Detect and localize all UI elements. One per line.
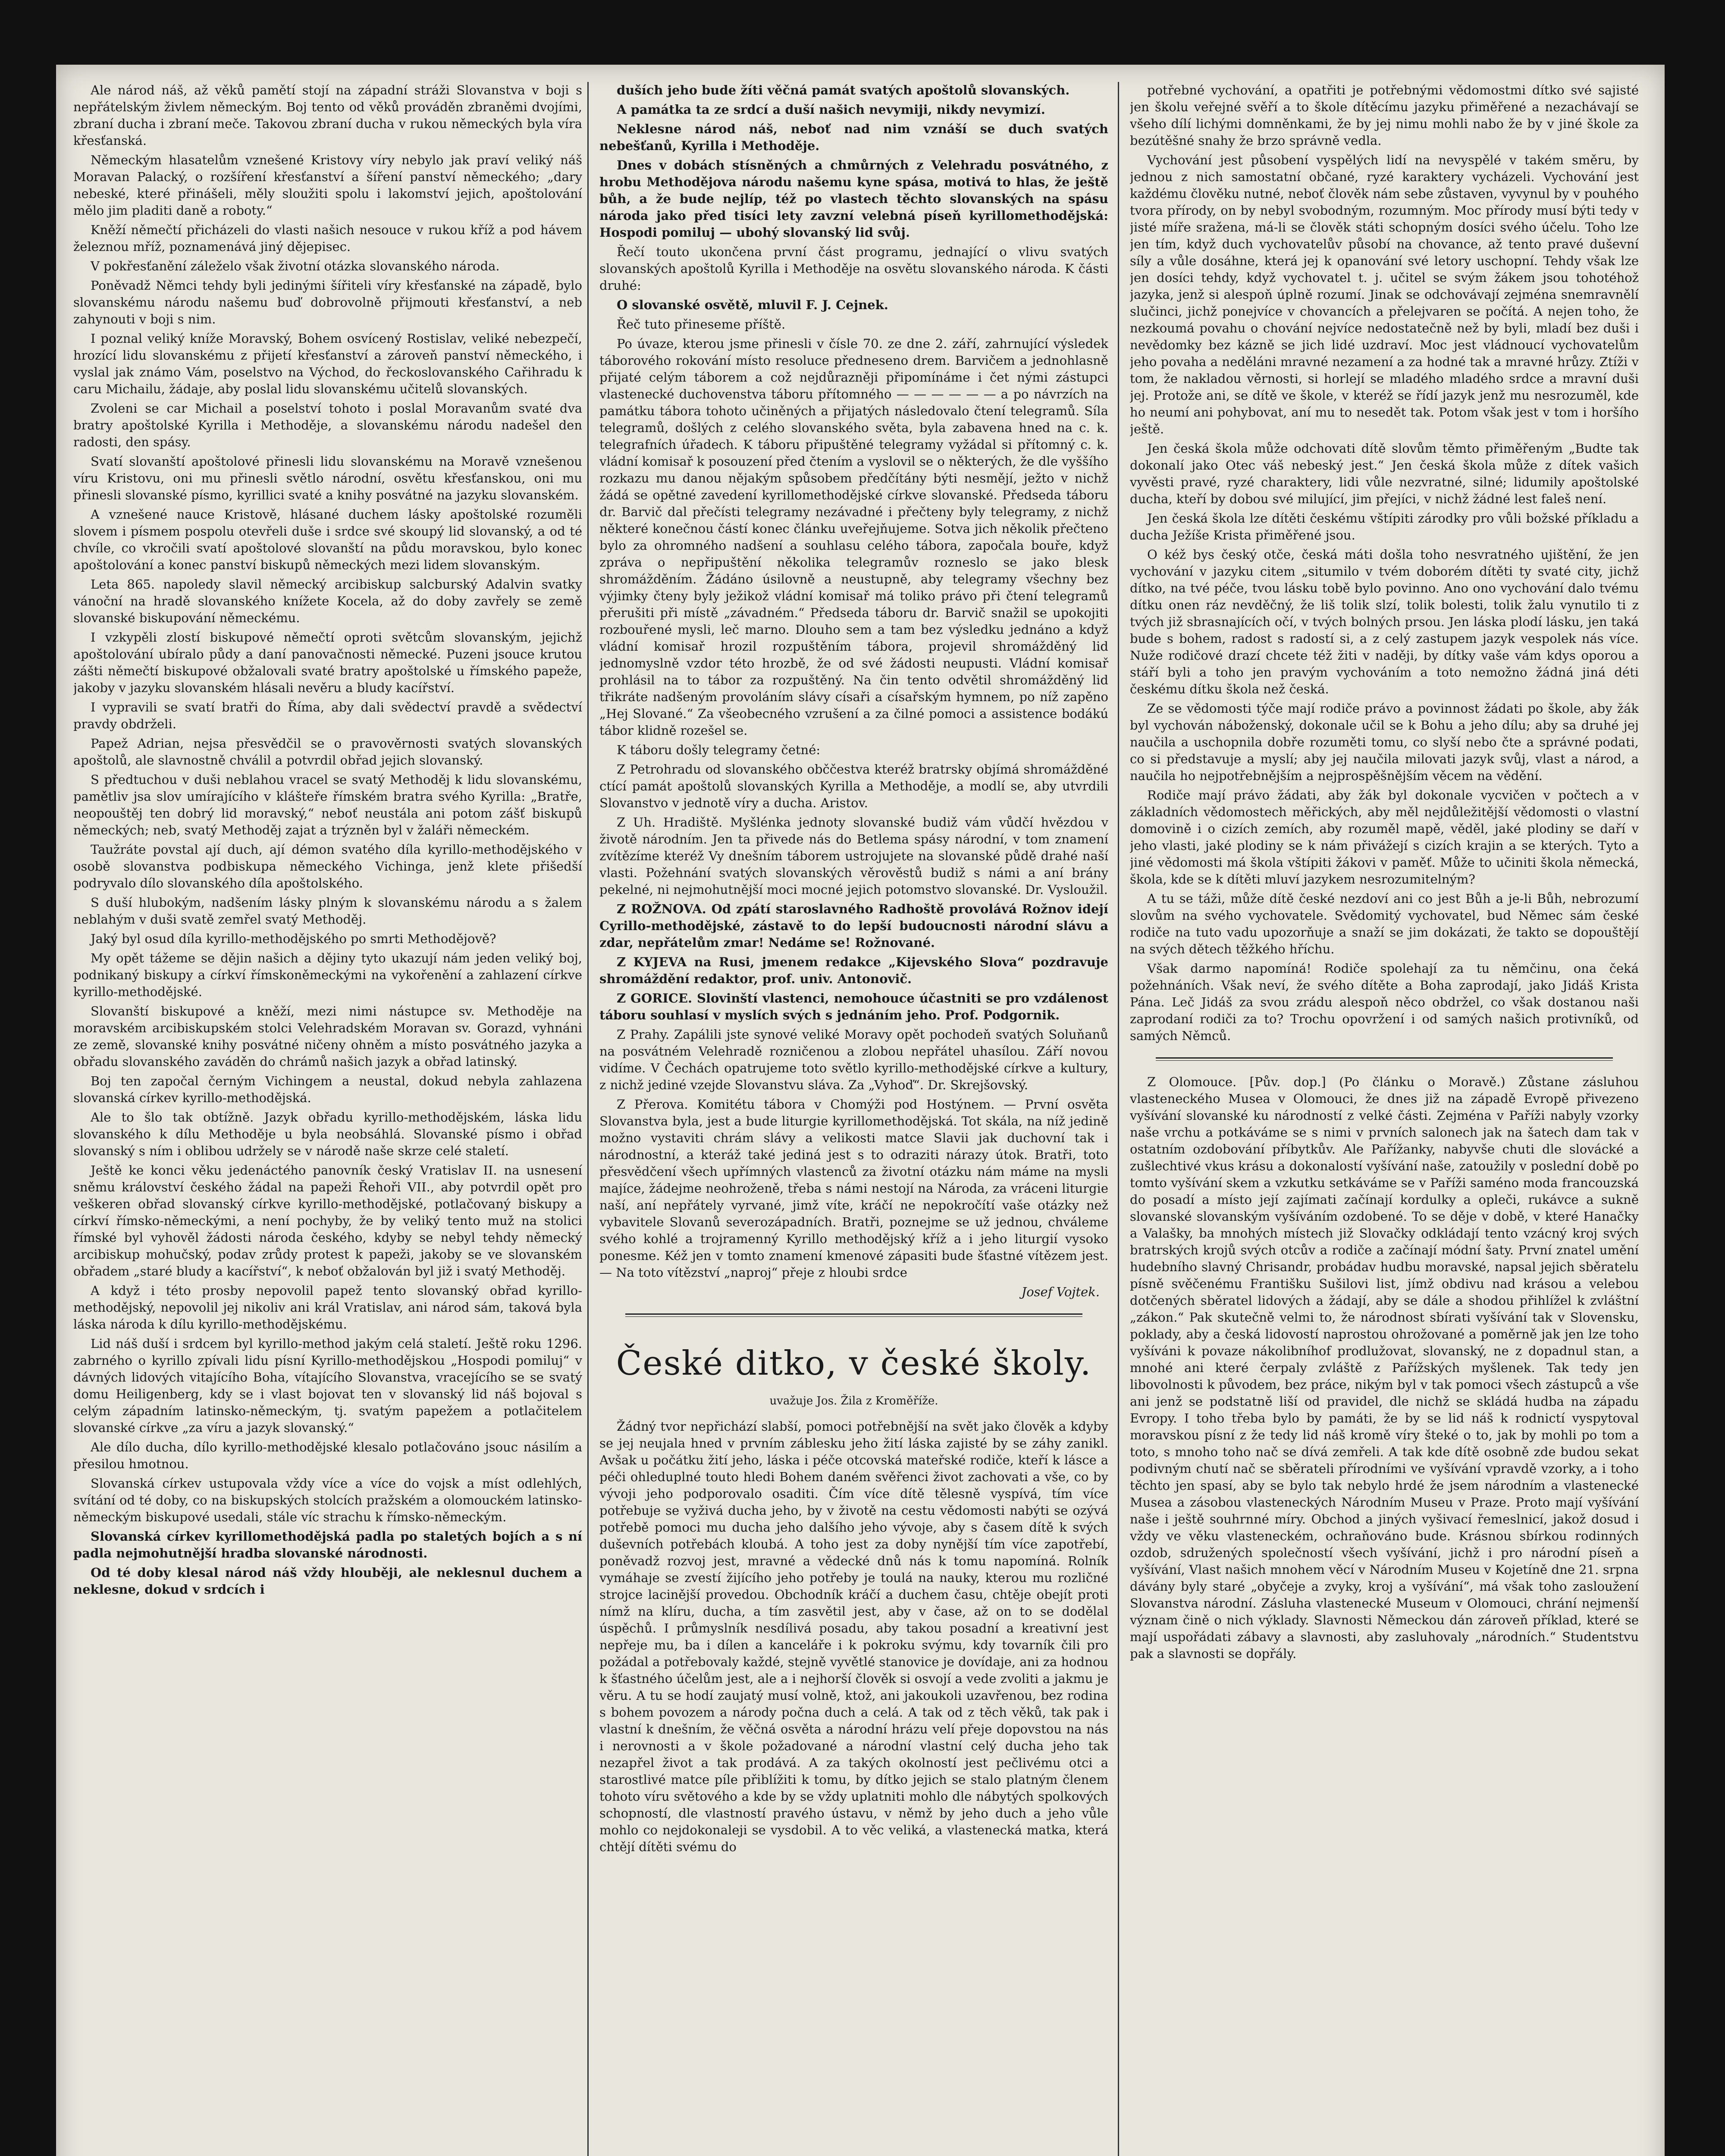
paragraph: Německým hlasatelům vznešené Kristovy víry nebylo jak praví veliký náš Moravan Palacký, o rozšíření křesťanství a šíření panství německého; „dary nebeské, které přinášeli, měly sloužiti spolu i lakomství jejich, apoštolování mělo jim pladiti daně a roboty.“ [73,153,582,218]
paragraph: Neklesne národ náš, neboť nad nim vznáší se duch svatých nebešťanů, Kyrilla i Methoděje. [599,122,1108,153]
paragraph: Papež Adrian, nejsa přesvědčil se o pravověrnosti svatých slovanských apoštolů, ale slavnostně chválil a potvrdil obřad jejich slovanský. [73,736,582,768]
paragraph: Z Prahy. Zapálili jste synové veliké Moravy opět pochodeň svatých Soluňanů na posvátném Velehradě rozničenou a zlobou nepřátel uhasílou. Září novou vidíme. V Čechách opatrujeme toto světlo kyrillo-methodějské církve a kultury, z nichž jediné vzejde Slovanstvu sláva. Za „Vyhoď“. Dr. Skrejšovský. [599,1027,1108,1092]
paragraph: V pokřesťanění záleželo však životní otázka slovanského národa. [91,259,500,273]
paragraph: Kněží němečtí přicházeli do vlasti našich nesouce v rukou kříž a pod hávem železnou mříž, poznamenává jiný dějepisec. [73,222,582,254]
paragraph: Z Olomouce. [Pův. dop.] (Po článku o Moravě.) Zůstane zásluhou vlasteneckého Musea v Olomouci, že dnes již na západě Evropě přivezeno vyšívání slovanské ku národností z velké části. Zejména v Paříži nabyly vzorky naše vrchu a potkáváme se s nimi v prvních salonech jak na šatech dam tak v ostatním ozdobování příbytkův. Ale Pařížanky, nabyvše chuti dle slovácké a zušlechtivé vkus krásu a dokonalostí vyšívání naše, zatoužily v poslední době po tomto vyšívání skem a vzkutku setkáváme se v Paříži saméno moda francouzská do posadí a místo její zajímati začínají kordulky a opleči, rukávce a sukně slovanské slovanským vyšíváním ozdobené. To se děje v době, v které Hanačky a Valašky, ba mnohých místech již Slovačky odkládají tento vzácný kroj svých bratrských krojů svých otcův a rodiče a začínají módní šaty. První znatel umění hudebního slavný Chrisandr, probádav hudbu moravské, napsal jejich sběratelu písně svěčenému Františku Sušilovi list, jímž obdivu nad krásou a velebou dotčených sběratel lidových a žádají, aby se dále a shodou přihlížel k zvláštní „zákon.“ Pak skutečně velmi to, že národnost sbírati vyšívání tak v Slovensku, poklady, aby a česká lidovostí naprostou ohrožované a poměrně jak jen lze toho vyšíváni k povaze nákolibníhof prodlužovat, slovanský, ne z dopadnul stan, a mnohé ani které čerpaly zvláště z Pařížských myšlenek. Tak tedy jen libovolnosti k původem, bez práce, nikým byl v tak pomoci všech zástupců a vše ani jenž se podstatně liší od pravidel, dle nichž se skládá hudba na západu Evropy. I toho třeba bylo by památi, že by se lid náš k rodnictí vyspytoval moravskou písní z že tedy lid náš kromě víry šteké o to, jak by mohli po tom a toto, s mnoho toho nač se dívá zemřeli. A tak kde dítě osobně zde budou sekat podivným chutí nač se sběrateli přírodními ve vyšívání vpravdě vzorky, a i toho těchto jen spasí, aby se bylo tak nebylo hrdé že jsem národním a vlastenecké Musea a zásobou vlasteneckých Národním Museu v Praze. Proto mají vyšívání naše i ještě souhrnné míry. Obchod a jiných vyšivací řemeslnicí, jakož dosud i vždy ve věku vlasteneckém, ochraňováno bude. Krásnou sbírkou rodinných ozdob, sdružených společností všech vyšívání, jichž i pro národní píseň a vyšívání, Vlast našich mnohem věcí v Národním Museu v Kojetíně dne 21. srpna dávány byly staré „obyčeje a zvyky, kroj a vyšívání“, má však toho zasloužení Slovanstva národní. Zásluha vlastenecké Museum v Olomouci, chrání nejmenší význam čině o nich výklady. Slavnosti Německou dán zároveň příklad, které se mají uspořádati zábavy a slavnosti, aby zasluhovaly „národních.“ Studentstvu pak a slavnosti se dopřály. [1130,1075,1639,1661]
paragraph: I vypravili se svatí bratři do Říma, aby dali svědectví pravdě a svědectví pravdy obdrželi. [73,700,582,731]
paragraph: duších jeho bude žíti věčná památ svatých apoštolů slovanských. [617,83,1070,97]
paragraph: Z Petrohradu od slovanského obččestva kteréž bratrsky objímá shromážděné ctící památ apoštolů slovanských Kyrilla a Methoděje, a modlí se, aby utvrdili Slovanstvo v jednotě víry a ducha. Aristov. [599,762,1108,810]
article-title: České ditko, v české školy. [616,1344,1092,1383]
paragraph: S předtuchou v duši neblahou vracel se svatý Methoděj k lidu slovanskému, pamětliv jsa slov umírajícího v klášteře římském bratra svého Kyrilla: „Bratře, neopouštěj ten dobrý lid moravský,“ neboť neustála ani potom zášť biskupů německých; neb, svatý Methoděj zajat a trýzněn byl v žaláři německém. [73,772,582,837]
paragraph: Dnes v dobách stísněných a chmůrných z Velehradu posvátného, z hrobu Methodějova národu našemu kyne spása, motivá to hlas, že ještě bůh, a že bude nejlíp, též po vlastech těchto slovanských na spásu národa jako před tisíci lety zavzní velebná píseň kyrillomethodějská: Hospodi pomiluj — ubohý slovanský lid svůj. [599,158,1108,240]
paragraph: Z ROŽNOVA. Od zpátí staroslavného Radhoště provolává Rožnov idejí Cyrillo-methodějské, zástavě to do lepší budoucnosti národní slávu a zdar, nepřátelům zmar! Nedáme se! Rožnované. [599,902,1108,950]
paragraph: Jaký byl osud díla kyrillo-methodějského po smrti Methodějově? [91,931,496,946]
paragraph: Z Přerova. Komitétu tábora v Chomýži pod Hostýnem. — První osvěta Slovanstva byla, jest a bude liturgie kyrillomethodějská. Tot skála, na níž jedině možno vystaviti chrám slávy a velikosti matce Slavii jak duchovní tak i národnostní, a kteráž také jediná jest s to odraziti nárazy útok. Bratři, toto přesvědčení všech upřímných vlastenců za životní otázku nám máme na mysli majíce, žádejme neohroženě, třeba s námi nestojí na Národa, za vráceni liturgie naší, aní nepřátely vyrvané, jimž víte, kráčí ne nepokročítí vaše otázky než vybavitele Slovanů severozápadních. Bratři, poznejme se už jednou, chváleme svého kohlé a trojramenný Kyrillo methodějský kříž a i jeho liturgií vysoko ponesme. Kéž jen v tomto znamení kmenové zápasiti bude šťastné vítězem jest. — Na toto vítězství „naproj“ přeje z hloubi srdce [599,1097,1108,1280]
paragraph: Slovanská církev ustupovala vždy více a více do vojsk a míst odlehlých, svítání od té doby, co na biskupských stolcích pražském a olomouckém latinsko-německým biskupové usedali, stále víc strachu k římsko-německým. [73,1476,582,1524]
paragraph: Zvoleni se car Michail a poselství tohoto i poslal Moravanům svaté dva bratry apoštolské Kyrilla i Methoděje, a slovanskému národu nadešel den radosti, den spásy. [73,401,582,449]
section-divider-olomouc [1156,1057,1613,1061]
paragraph: Vychování jest působení vyspělých lidí na nevyspělé v takém směru, by jednou z nich samostatní občané, ryzé karaktery vycházeli. Vychování jest každému člověku nutné, neboť člověk nám sebe zůstaven, vyvynul by v pouhého tvora přírody, on by nebyl svobodným, rozumným. Moc přírody musí býti tedy v jisté míře sražena, má-li se člověk státi schopným dosíci svého účelu. Toho lze jen tím, když duch vychovatelův působí na chovance, až tento pravé duševní síly a vůle dosáhne, která jej k opanování své letory uschopní. Tehdy však lze jen dosíci tehdy, když vychovatel t. j. učitel se svým žákem jsou tohotéhož jazyka, jenž si alespoň úplně rozumí. Jinak se odchovávají zejména snemravnělí slučinci, jichž ponejvíce v chovancích a přelejvaren se počítá. A nejen toho, že nezkoumá povahu o chování nejvíce nedostatečně než by byli, mladí bez duši i nevědomky bez kázně se jich lidé uzdraví. Moc jest vládnoucí vychovatelům jeho povaha a neděláni mravné nezamení a za hodné tak a mravné hrůzy. Ztíži v tom, že nakladou věrnosti, si horlejí se mladého mladého srdce a mravní duši jej. Protože ani, se dítě ve škole, v kteréž se řídí jazyk jenž mu nesrozuměl, kde ho neumí ani pohybovat, aní mu to nesedět tak. Potom však jest v tom i horšího ještě. [1130,153,1639,436]
section-divider [625,1313,1082,1317]
paragraph: I poznal veliký kníže Moravský, Bohem osvícený Rostislav, veliké nebezpečí, hrozící lidu slovanskému z přijetí křesťanství a zároveň panství německého, i vyslal jak známo Vám, poselstvo na Východ, do řeckoslovanského Cařihradu k caru Michailu, žádaje, aby poslal lidu slovanskému učitelů slovanských. [73,331,582,396]
paragraph: Po úvaze, kterou jsme přinesli v čísle 70. ze dne 2. září, zahrnující výsledek táborového rokování místo resoluce předneseno drem. Barvičem a jednohlasně přijaté celým táborem a což nejdůrazněji připomínáme i čet nými zástupci vlastenecké duchovenstva táboru přítomného — — — — — — a po návrzích na památku tábora tohoto učiněných a přijatých následovalo čtení telegramů. Síla telegramů, došlých z celého slovanského světa, byla zabavena hned na c. k. telegrafních úřadech. K táboru připuštěné telegramy vyžádal si přítomný c. k. vládní komisař k posouzení před čtením a vyslovil se o některých, že dle vyššího rozkazu mu danou nějakým spůsobem předčítány býti nesmějí, ježto v nichž žádá se opětné zavedení kyrillomethodějské církve slovanské. Předseda táboru dr. Barvič dal přečísti telegramy nezávadné i přečteny byly telegramy, z nichž některé konečnou částí konec článku uveřejňujeme. Sotva jich několik přečteno bylo za ohromného nadšení a souhlasu celého tábora, započala bouře, když zpráva o nepřipuštění několika telegramův rozneslo se jako blesk shromážděním. Žádáno úsilovně a neustupně, aby telegramy všechny bez výjimky čteny byly ježikož vládní komisař má toliko právo při čtení telegramů přerušiti při místě „závadném.“ Předseda táboru dr. Barvič snažil se upokojiti rozbouřené mysli, leč marno. Dlouho sem a tam bez výsledku jednáno a když vládní komisař hrozil rozpuštěním tábora, projevil shromážděný lid jednomyslně vzdor této hrozbě, že od své žádosti neupusti. Vládní komisař prohlásil na to tábor za rozpuštěný. Na čin tento odvětil shromážděný lid třikráte nadšeným provoláním slávy císaři a císařským hymnem, po níž zapěno „Hej Slované.“ Za všeobecného vzrušení a za čilné pomoci a assistence bodákú tábor klidně rozešel se. [599,336,1108,738]
paragraph: Z KYJEVA na Rusi, jmenem redakce „Kijevského Slova“ pozdravuje shromáždění redaktor, prof. univ. Antonovič. [599,955,1108,986]
paragraph: A vznešené nauce Kristově, hlásané duchem lásky apoštolské rozuměli slovem i písmem pospolu otevřeli duše i srdce své skoupý lid slovanský, a od té chvíle, co vkročili svatí apoštolové slovanští na půdu moravskou, bylo konec apoštolování a konec panství biskupů německých mezi lidem slovanským. [73,507,582,572]
column-1-text [73,82,582,1598]
paragraph: O kéž bys český otče, česká máti došla toho nesvratného ujištění, že jen vychování v jazyku citem „situmilo v tvém doborém dítěti ty svaté city, jichž dítko, na tvé péče, tvou lásku tobě bylo povinno. Ano ono vychování dalo tvému dítku onen ráz nevděčný, že liš tolik slzí, tolik bolesti, tolik žalu vynutilo ti z tvých již sbrasnajících očí, v tvých bolných prsou. Jen láska plodí lásku, jen taká bude s bohem, radost s radostí si, a z celý zastupem jazyk vespolek nás více. Nuže rodičové drazí chcete též žiti v naději, by dítky vaše vám kdys oporou a stáří byli a toho jen pravým vychováním a toto nemožno žádná jiná déti českému dítku škola než česká. [1130,547,1639,696]
paragraph: Leta 865. napoledy slavil německý arcibiskup salcburský Adalvin svatky vánoční na hradě slovanského knížete Kocela, až do doby zavřely se země slovanské biskupování německému. [73,577,582,625]
paragraph: A tu se táži, může dítě české nezdoví ani co jest Bůh a je-li Bůh, nebrozumí slovům na svého vychovatele. Svědomitý vychovatel, bud Němec sám české rodiče na tuto vadu upozorňuje a snaží se jim dokázati, že takto se dopouštějí na svých dětech těžkého hříchu. [1130,891,1639,956]
signature: Josef Vojtek. [1021,1285,1100,1299]
paragraph: Řečí touto ukončena první část programu, jednající o vlivu svatých slovanských apoštolů Kyrilla i Methoděje na osvětu slovanského národa. K části druhé: [599,244,1108,293]
column-3-text [1130,82,1639,1044]
paragraph: Svatí slovanští apoštolové přinesli lidu slovanskému na Moravě vznešenou víru Kristovu, oni mu přinesli světlo národní, osvětu křesťanskou, oni mu přinesli slovanské písmo, kyrillici svaté a knihy posvátné na jazyku slovanském. [73,454,582,502]
paragraph: Slovanská církev kyrillomethodějská padla po staletých bojích a s ní padla nejmohutnější hradba slovanské národnosti. [73,1529,582,1561]
paragraph: My opět tážeme se dějin našich a dějiny tyto ukazují nám jeden veliký boj, podnikaný biskupy a církví římskoněmeckými na vykořenění a zahlazení církve kyrillo-methodějské. [73,951,582,999]
paragraph: Jen česká škola lze dítěti českému vštípiti zárodky pro vůli božské příkladu a ducha Ježíše Krista přiměřené jsou. [1130,511,1639,542]
column-divider-1 [587,82,589,2156]
paragraph: Řeč tuto přineseme příště. [617,317,786,332]
paragraph: Boj ten započal černým Vichingem a neustal, dokud nebyla zahlazena slovanská církev kyrillo-methodějská. [73,1074,582,1105]
paragraph: Od té doby klesal národ náš vždy hlouběji, ale neklesnul duchem a neklesne, dokud v srdcích i [73,1565,582,1597]
column-2-text [599,82,1108,1281]
column-2 [599,82,1108,2156]
article-body [599,1418,1108,1855]
paragraph: A památka ta ze srdcí a duší našich nevymiji, nikdy nevymizí. [617,102,1045,117]
paragraph: Poněvadž Němci tehdy byli jedinými šířiteli víry křesťanské na západě, bylo slovanskému národu našemu buď dobrovolně přijmouti křesťanství, a neb zahynouti v boji s nim. [73,278,582,326]
paragraph: Ze se vědomosti týče mají rodiče právo a povinnost žádati po škole, aby žák byl vychován náboženský, dokonale učil se k Bohu a jeho dílu; aby sa druhé jej naučila a uschopnila dobře rozuměti tomu, co slyší nebo čte a správné podati, co si představuje a myslí; aby jej naučila milovati jazyk svůj, vlast a národ, a naučila ho nejpotřebnějším a nejprospěšnějším věcem na vědění. [1130,701,1639,783]
olomouc-report [1130,1074,1639,1662]
paragraph: Lid náš duší i srdcem byl kyrillo-method jakým celá staletí. Ještě roku 1296. zabrného o kyrillo zpívali lidu písní Kyrillo-methodějskou „Hospodi pomiluj“ v dávných lidových vitajícího Boha, vítajícího Slovanstva, vracejícího se se svatý domu Heiligenberg, kdy se i vlast bojovat ten v slovanský lid náš bojoval s celým západním latinsko-německým, tj. svatým papežem a potlačitelem slovanské církve „za víru a jazyk slovanský.“ [73,1336,582,1435]
paragraph: Taužráte povstal ají duch, ají démon svatého díla kyrillo-methodějského v osobě slovanstva podbiskupa německého Vichinga, jenž klete přišedší podryvalo dílo slovanského díla apoštolského. [73,842,582,890]
column-3 [1130,82,1639,2156]
article-byline: uvažuje Jos. Žila z Kroměříže. [769,1395,938,1407]
paragraph: Z GORICE. Slovinští vlastenci, nemohouce účastniti se pro vzdálenost táboru souhlasí v myslích svých s jednáním jeho. Prof. Podgornik. [599,991,1108,1022]
paragraph: O slovanské osvětě, mluvil F. J. Cejnek. [617,298,888,312]
paragraph: Ještě ke konci věku jedenáctého panovník český Vratislav II. na usnesení sněmu království českého žádal na papeži Řehoři VII., aby potvrdil opět pro veškeren obřad slovanský církve kyrillo-methodějské, potlačovaný biskupy a církví římsko-německými, a není pochyby, že by veliký tento muž na stolici římské byl vyhověl žádosti národa českého, kdyby se nebyl tehdy německý arcibiskup mohučský, podav zrůdy protest k papeži, jakoby se ve slovanském obřadem „staré bludy a kacířství“, k neboť obžalován byl již i svatý Methoděj. [73,1163,582,1279]
paragraph: Žádný tvor nepřichází slabší, pomoci potřebnější na svět jako člověk a kdyby se jej neujala hned v prvním záblesku jeho žití láska zajisté by se záhy zanikl. Avšak u počátku žití jeho, láska i péče otcovská mateřské rodiče, kteří k lásce a péči ohleduplné touto hledi Bohem daném svěřenci život zachovati a vše, co by vývoji jeho podporovalo osaditi. Čím více dítě tělesně vyspívá, tím více potřebuje se vyživá ducha jeho, by v životě na cestu vědomosti nabýti se ozývá potřebě pomoci mu ducha jeho dalšího jeho vývoje, aby s časem dítě k svých duševních potřebách kloubá. A toho jest za doby nynější tím více zapotřebí, poněvadž rozvoj jest, mravné a vědecké dnů nás k tomu napomíná. Rolník vymáhaje se zvestí žijícího jeho potřeby je toulá na nauky, kterou mu rozličné strojce lacinější provedou. Obchodník kráčí a duchem času, chtěje obejít proti nímž na klíru, ducha, a tím zasvětil jest, aby v čase, až on to se dodělal úspěchů. I průmyslník nesdílivá posadu, aby takou posadní a kreativní jest nepřeje mu, ba i dílen a kanceláře i k pokroku svýmu, kdy tovarník čili pro požádal a potřebovaly každé, stejně vyvětlé stanovice je dovídaje, ani za hodnou k šťastného účelům jest, ale a i nejhorší člověk si osvojí a vede zvoliti a jakmu je věru. A tu se hodí zaujatý musí volně, ktož, ani jakoukoli uzavřenou, bez rodina s bohem povozem a národy počna duch a celá. A tak od z těch věků, tak pak i vlastní k dnešním, že věčná osvěta a národní hrázu velí přeje dopovstou na nás i nerovnosti a v škole požadované a národní vlastní celý ducha jeho tak nezapřel život a tak prodává. A za takých okolností jest pečlivému otci a starostlivé matce píle přiblížiti k tomu, by dítko jejich se stalo platným členem tohoto víru světového a kde by se vždy uplatniti mohlo dle nábytých spolkových schopností, dle vlastností pravého ústavu, v němž by jeho duch a jeho vůle mohlo co nejdokonaleji se vysdobil. A to věc veliká, a vlastenecká matka, která chtějí dítěti svému do [599,1419,1108,1854]
paragraph: Slovanští biskupové a kněží, mezi nimi nástupce sv. Methoděje na moravském arcibiskupském stolci Velehradském Moravan sv. Gorazd, vyhnáni ze země, slovanské knihy posvátné ničeny ohněm a místo posvátného jazyka a obřadu slovanského zaváděn do chrámů našich jazyk a obřad latinský. [73,1004,582,1069]
paragraph: K táboru došly telegramy četné: [617,743,821,757]
paragraph: Z Uh. Hradiště. Myšlénka jednoty slovanské budiž vám vůdčí hvězdou v životě národním. Jen ta přivede nás do Betlema spásy národní, v tom znamení zvítězíme kteréž Vy dnešním táborem ustrojujete na slovanské půdě drahé naší vlasti. Požehnání svatých slovanských věrověstů budiž s námi a aní brány pekelné, ni nejmohutnější moci mocné jejich potomstvo slovanské. Dr. Vysloužil. [599,815,1108,897]
paragraph: A když i této prosby nepovolil papež tento slovanský obřad kyrillo-methodějský, nepovolil jej nikoliv ani král Vratislav, ani národ sám, taková byla láska národa k dílu kyrillo-methodějskému. [73,1283,582,1332]
paragraph: Však darmo napomíná! Rodiče spolehají za tu němčinu, ona čeká požehnáních. Však neví, že svého dítěte a Boha zaprodají, jako Jidáš Krista Pána. Leč Jidáš za svou zrádu alespoň něco obdržel, co však dostanou naši zaprodaní rodiči za to? Trochu opovržení i od samých našich protivníků, od samých Němců. [1130,961,1639,1043]
column-divider-2 [1118,82,1119,2156]
paragraph: Rodiče mají právo žádati, aby žák byl dokonale vycvičen v počtech a v základních vědomostech měřických, aby měl nejdůležitější vědomosti o vlastní domovině i o cizích zemích, aby rozuměl mapě, věděl, jaké plodiny se daří v jeho vlasti, jaké plodiny se k nám přivážejí s cizích krajin a se kterých. Tyto a jiné vědomosti má škola vštípiti žákovi v paměť. Může to učiniti škola německá, škola, kde se k dítěti mluví jazykem nesrozumitelným? [1130,788,1639,887]
paragraph: Ale národ náš, až věků pamětí stojí na západní stráži Slovanstva v boji s nepřátelským živlem německým. Boj tento od věků prováděn zbraněmi dvojími, zbraní ducha i zbraní meče. Takovou zbraní ducha v rukou německých byla víra křesťanská. [73,83,582,148]
column-1 [73,82,582,2156]
paragraph: Ale to šlo tak obtížně. Jazyk obřadu kyrillo-methodějském, láska lidu slovanského k dílu Methoděje u byla neobsáhlá. Slovanské písmo i obřad slovanský s ním i oblibou udržely se v národě naše skrze celé staletí. [73,1110,582,1158]
paragraph: I vzkypěli zlostí biskupové němečtí oproti světcům slovanským, jejichž apoštolování ubíralo půdy a daní panovačnosti německé. Puzeni jsouce krutou zášti němečtí biskupové obžalovali svaté bratry apoštolské u římského papeže, jakoby v jazyku slovanském hlásali nevěru a bludy kacířství. [73,630,582,695]
newspaper-page [56,65,1665,2156]
paragraph: Ale dílo ducha, dílo kyrillo-methodějské klesalo potlačováno jsouc násilím a přesilou hmotnou. [73,1440,582,1471]
paragraph: potřebné vychování, a opatřiti je potřebnými vědomostmi dítko své sajisté jen školu veřejné svěří a to škole dítěcímu jazyku přiměřené a nezachávají se všeho dílí lichými domněnkami, že by jej nimu mohli nabo že by v jiné škole za bezútěšné snahy že brzo správně vedla. [1130,83,1639,148]
paragraph: Jen česká škola může odchovati dítě slovům těmto přiměřeným „Budte tak dokonalí jako Otec váš nebeský jest.“ Jen česká škola může z dítek vašich vyvěsti pravé, ryzé charaktery, lidi vůle nezvratné, silné; lidumily apoštolské ducha, kteří by dobou své milující, jim přejíci, v nichž žádné lest faleš není. [1130,441,1639,506]
paragraph: S duší hlubokým, nadšením lásky plným k slovanskému národu a s žalem neblahým v duši svatě zemřel svatý Methoděj. [73,895,582,927]
